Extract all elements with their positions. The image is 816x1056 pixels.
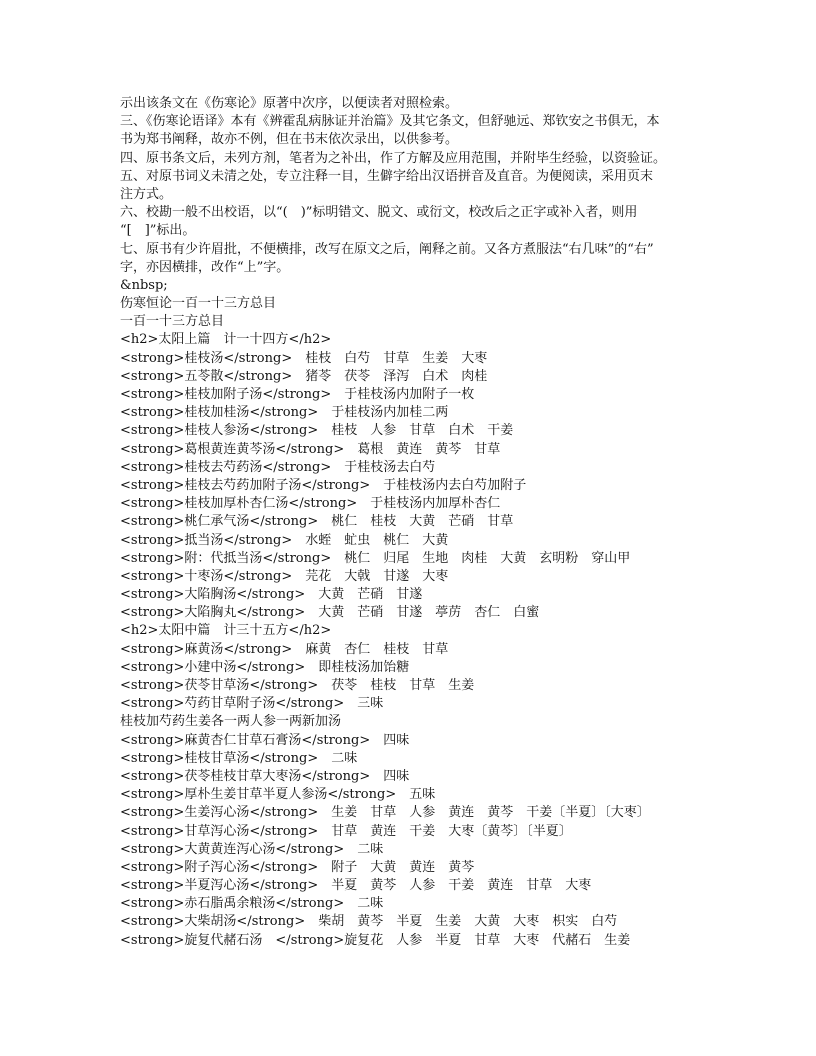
text-line: 三、《伤寒论语译》本有《辨霍乱病脉证并治篇》及其它条文，但舒驰远、郑钦安之书俱无，本 — [120, 114, 660, 130]
text-line: <strong>生姜泻心汤</strong> 生姜 甘草 人参 黄连 黄芩 干姜〔半夏〕〔大枣〕 — [120, 805, 650, 821]
text-line: 六、校勘一般不出校语，以“( )”标明错文、脱文、或衍文，校改后之正字或补入者，则用 — [120, 205, 638, 221]
text-line: 伤寒恒论一百一十三方总目 — [120, 296, 277, 312]
text-line: <strong>大陷胸汤</strong> 大黄 芒硝 甘遂 — [120, 587, 423, 603]
document-page — [120, 95, 710, 950]
text-line: <strong>桂枝加附子汤</strong> 于桂枝汤内加附子一枚 — [120, 387, 475, 402]
text-line: <strong>厚朴生姜甘草半夏人参汤</strong> 五味 — [120, 787, 436, 803]
text-line: <strong>桂枝人参汤</strong> 桂枝 人参 甘草 白术 干姜 — [120, 423, 514, 439]
text-line: <strong>甘草泻心汤</strong> 甘草 黄连 干姜 大枣〔黄芩〕〔半夏〕 — [120, 823, 572, 839]
text-line: 字，亦因横排，改作“上”字。 — [120, 259, 290, 275]
text-line: <strong>桂枝加桂汤</strong> 于桂枝汤内加桂二两 — [120, 405, 449, 421]
text-line: 七、原书有少许眉批，不便横排，改写在原文之后，阐释之前。又各方煮服法“右几味”的“右” — [120, 241, 654, 257]
text-line: <strong>五苓散</strong> 猪苓 茯苓 泽泻 白术 肉桂 — [120, 368, 488, 384]
text-line: <h2>太阳中篇 计三十五方</h2> — [120, 623, 332, 639]
text-line: <strong>半夏泻心汤</strong> 半夏 黄芩 人参 干姜 黄连 甘草 大枣 — [120, 878, 592, 894]
text-line: <strong>茯苓桂枝甘草大枣汤</strong> 四味 — [120, 768, 410, 784]
text-line: 桂枝加芍药生姜各一两人参一两新加汤 — [120, 714, 342, 730]
text-line: <strong>桂枝汤</strong> 桂枝 白芍 甘草 生姜 大枣 — [120, 350, 488, 366]
text-line: <strong>大黄黄连泻心汤</strong> 二味 — [120, 841, 384, 857]
text-line: &nbsp; — [120, 277, 168, 293]
text-line: 一百一十三方总目 — [120, 314, 225, 330]
text-line: <strong>十枣汤</strong> 芫花 大戟 甘遂 大枣 — [120, 568, 449, 584]
text-line: <strong>桂枝去芍药汤</strong> 于桂枝汤去白芍 — [120, 459, 436, 475]
text-line: <strong>抵当汤</strong> 水蛭 虻虫 桃仁 大黄 — [120, 532, 449, 548]
text-line: 五、对原书词义未清之处，专立注释一目，生僻字给出汉语拼音及直音。为便阅读，采用页末 — [120, 168, 654, 184]
text-line: <h2>太阳上篇 计一十四方</h2> — [120, 332, 332, 348]
text-line: <strong>大陷胸丸</strong> 大黄 芒硝 甘遂 葶苈 杏仁 白蜜 — [120, 605, 540, 621]
text-line: 书为郑书阐释，故亦不例，但在书末依次录出，以供参考。 — [120, 132, 459, 148]
text-line: 示出该条文在《伤寒论》原著中次序，以便读者对照检索。 — [120, 96, 459, 111]
text-line: <strong>桃仁承气汤</strong> 桃仁 桂枝 大黄 芒硝 甘草 — [120, 514, 514, 530]
text-line: <strong>葛根黄连黄芩汤</strong> 葛根 黄连 黄芩 甘草 — [120, 441, 501, 457]
text-line: <strong>赤石脂禹余粮汤</strong> 二味 — [120, 896, 384, 912]
text-line: <strong>桂枝去芍药加附子汤</strong> 于桂枝汤内去白芍加附子 — [120, 477, 527, 493]
text-line: <strong>附：代抵当汤</strong> 桃仁 归尾 生地 肉桂 大黄 玄明粉 穿山甲 — [120, 550, 631, 566]
text-line: <strong>麻黄杏仁甘草石膏汤</strong> 四味 — [120, 732, 410, 748]
text-line: <strong>旋复代赭石汤 </strong>旋复花 人参 半夏 甘草 大枣 代赭石 生姜 — [120, 932, 631, 948]
text-line: <strong>麻黄汤</strong> 麻黄 杏仁 桂枝 甘草 — [120, 641, 449, 657]
text-line: “[ ]”标出。 — [120, 223, 196, 239]
text-line: <strong>大柴胡汤</strong> 柴胡 黄芩 半夏 生姜 大黄 大枣 枳实 白芍 — [120, 914, 618, 930]
text-line: 四、原书条文后，未列方剂，笔者为之补出，作了方解及应用范围，并附毕生经验，以资验证。 — [120, 150, 667, 166]
text-line: <strong>小建中汤</strong> 即桂枝汤加饴糖 — [120, 659, 410, 675]
text-line: 注方式。 — [120, 186, 173, 202]
text-line: <strong>附子泻心汤</strong> 附子 大黄 黄连 黄芩 — [120, 859, 475, 875]
text-line: <strong>桂枝加厚朴杏仁汤</strong> 于桂枝汤内加厚朴杏仁 — [120, 496, 501, 512]
text-line: <strong>芍药甘草附子汤</strong> 三味 — [120, 696, 384, 712]
text-line: <strong>桂枝甘草汤</strong> 二味 — [120, 750, 358, 766]
text-line: <strong>茯苓甘草汤</strong> 茯苓 桂枝 甘草 生姜 — [120, 678, 475, 693]
